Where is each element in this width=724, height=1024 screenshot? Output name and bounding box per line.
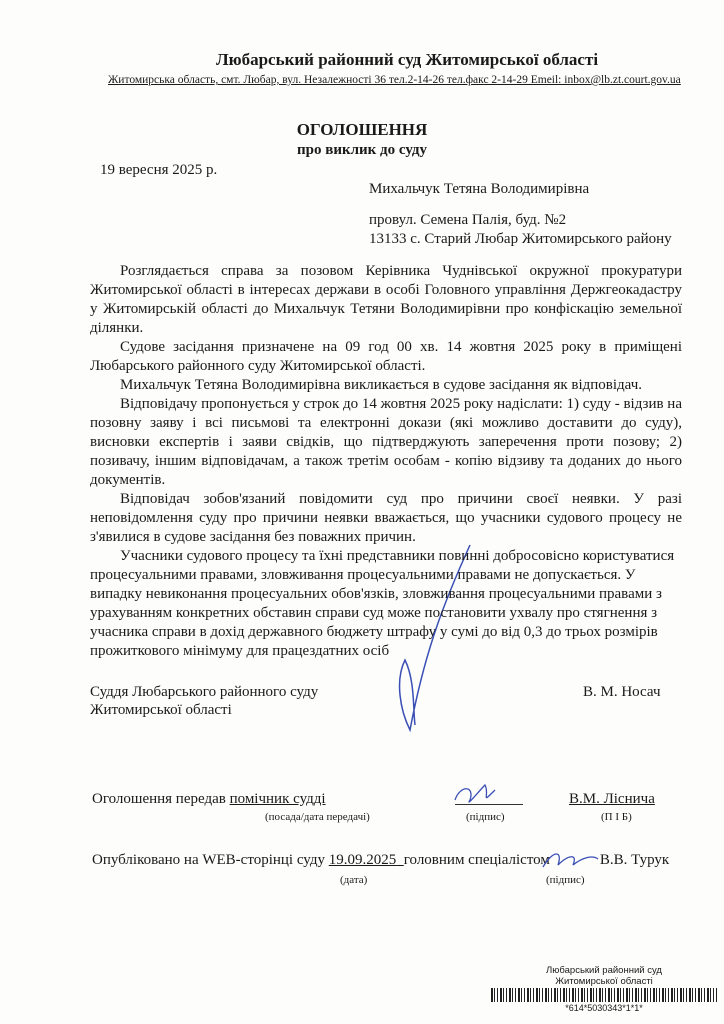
judge-name: В. М. Носач <box>583 684 661 700</box>
court-name: Любарський районний суд Житомирської області <box>215 50 599 69</box>
recipient-street: провул. Семена Палія, буд. №2 <box>369 212 567 228</box>
paragraph: Відповідачу пропонується у строк до 14 жовтня 2025 року надіслати: 1) суду - відзив на позовну заяву і всі письмові та електронні докази (які можливо доставити до суду), висновки експертів і заяви свідків, що підтверджують заперечення проти позову; 2) позивачу, іншим відповідачам, а також третім особам - копію відзиву та доданих до нього документів. <box>90 396 682 488</box>
recipient-name: Михальчук Тетяна Володимирівна <box>369 181 590 197</box>
published-sign-caption: (підпис) <box>546 874 585 886</box>
stamp-line-1: Любарський районний суд <box>546 965 662 976</box>
published-label: Опубліковано на WEB-сторінці суду <box>92 852 325 868</box>
judge-position-2: Житомирської області <box>90 702 232 718</box>
published-name: В.В. Турук <box>599 852 670 868</box>
paragraph: Судове засідання призначене на 09 год 00 хв. 14 жовтня 2025 року в приміщені Любарського районного суду Житомирської області. <box>90 339 682 374</box>
announcement-body <box>90 262 682 661</box>
document-date: 19 вересня 2025 р. <box>100 162 218 178</box>
paragraph: Учасники судового процесу та їхні представники повинні добросовісно користуватися процесуальними правами, зловживання процесуальними правами не допускається. У випадку невиконання процесуальних обов'язків, зловживання процесуальними правами з урахуванням конкретних обставин справи суд може постановити ухвалу про стягнення з учасника справи в дохід державного бюджету штрафу у сумі до від 0,3 до трьох розмірів прожиткового мінімуму для працездатних осіб <box>90 548 675 659</box>
publisher-signature <box>538 845 603 873</box>
transfer-position-caption: (посада/дата передачі) <box>265 811 370 823</box>
court-address: Житомирська область, смт. Любар, вул. Незалежності 36 тел.2-14-26 тел.факс 2-14-29 Emeil: inbox@lb.zt.court.gov.ua <box>108 74 681 86</box>
document-title: ОГОЛОШЕННЯ <box>296 120 428 139</box>
published-date: 19.09.2025 <box>328 852 397 868</box>
stamp-line-2: Житомирської області <box>555 976 653 987</box>
transfer-position: помічник судді <box>229 791 326 807</box>
main-content <box>90 262 682 719</box>
published-by: головним спеціалістом <box>403 852 550 868</box>
transfer-signature <box>450 780 500 810</box>
transfer-name-caption: (П І Б) <box>601 811 632 823</box>
published-date-caption: (дата) <box>340 874 368 886</box>
recipient-city: 13133 с. Старий Любар Житомирського району <box>369 231 672 247</box>
transfer-label: Оголошення передав <box>92 791 226 807</box>
judge-signature-block <box>90 683 682 719</box>
transfer-name: В.М. Лісничa <box>569 791 655 807</box>
transfer-line <box>92 791 326 808</box>
paragraph: Михальчук Тетяна Володимирівна викликається в судове засідання як відповідач. <box>120 377 643 393</box>
paragraph: Відповідач зобов'язаний повідомити суд про причини своєї неявки. У разі неповідомлення суду про причини неявки вважається, що учасники судового процесу не з'явилися в судове засідання без поважних причин. <box>90 491 682 545</box>
registry-stamp <box>491 965 717 987</box>
barcode <box>491 988 717 1002</box>
paragraph: Розглядається справа за позовом Керівника Чуднівської окружної прокуратури Житомирської області в інтересах держави в особі Головного управління Держгеокадастру у Житомирській області до Михальчук Тетяни Володимирівни про конфіскацію земельної ділянки. <box>90 263 682 336</box>
judge-position-1: Суддя Любарського районного суду <box>90 684 319 700</box>
document-subtitle: про виклик до суду <box>296 142 427 158</box>
transfer-sign-caption: (підпис) <box>466 811 505 823</box>
barcode-code: *614*5030343*1*1* <box>565 1003 643 1013</box>
